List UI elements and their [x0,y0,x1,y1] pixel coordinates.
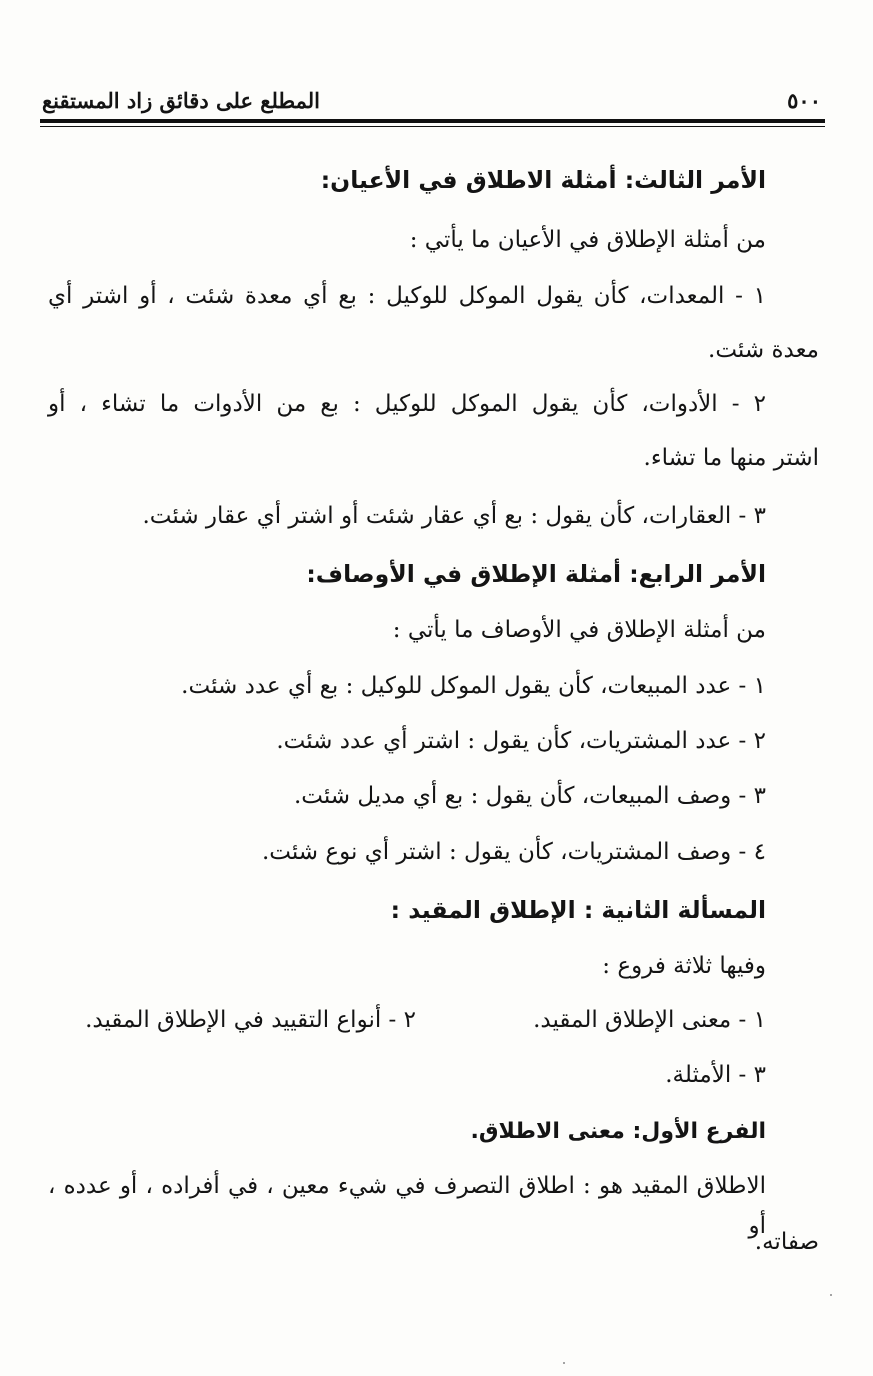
branch-item: ٢ - أنواع التقييد في الإطلاق المقيد. [85,1007,416,1033]
list-item: ٣ - العقارات، كأن يقول : بع أي عقار شئت أو اشتر أي عقار شئت. [142,503,766,529]
subsection-heading: الفرع الأول: معنى الاطلاق. [470,1119,766,1144]
running-header-title: المطلع على دقائق زاد المستقنع [42,88,321,113]
list-item: ١ - المعدات، كأن يقول الموكل للوكيل : بع أي معدة شئت ، أو اشتر أي [48,283,766,309]
scan-speck [563,1362,565,1364]
paragraph-line: من أمثلة الإطلاق في الأوصاف ما يأتي : [392,617,766,643]
paragraph-line: من أمثلة الإطلاق في الأعيان ما يأتي : [409,227,766,253]
list-item-continuation: اشتر منها ما تشاء. [643,445,819,471]
list-item: ٢ - عدد المشتريات، كأن يقول : اشتر أي عدد شئت. [276,728,766,754]
list-item: ٣ - وصف المبيعات، كأن يقول : بع أي مديل شئت. [293,783,766,809]
section-heading: الأمر الثالث: أمثلة الاطلاق في الأعيان: [320,166,766,194]
list-item: ٤ - وصف المشتريات، كأن يقول : اشتر أي نوع شئت. [261,839,766,865]
paragraph-line: صفاته. [754,1229,819,1255]
branch-item: ٣ - الأمثلة. [665,1062,766,1088]
header-rule-thick [40,119,825,123]
branch-item: ١ - معنى الإطلاق المقيد. [533,1007,766,1033]
paragraph-line: وفيها ثلاثة فروع : [602,953,766,979]
list-item-continuation: معدة شئت. [708,337,819,363]
section-heading: الأمر الرابع: أمثلة الإطلاق في الأوصاف: [306,560,766,588]
page-number: ٥٠٠ [787,88,821,113]
paragraph-line: الاطلاق المقيد هو : اطلاق التصرف في شيء معين ، في أفراده ، أو عدده ، أو [48,1173,766,1239]
list-item: ٢ - الأدوات، كأن يقول الموكل للوكيل : بع من الأدوات ما تشاء ، أو [48,391,766,417]
header-rule-thin [40,126,825,127]
list-item: ١ - عدد المبيعات، كأن يقول الموكل للوكيل : بع أي عدد شئت. [181,673,766,699]
scan-speck [830,1294,832,1296]
section-heading: المسألة الثانية : الإطلاق المقيد : [390,896,766,924]
